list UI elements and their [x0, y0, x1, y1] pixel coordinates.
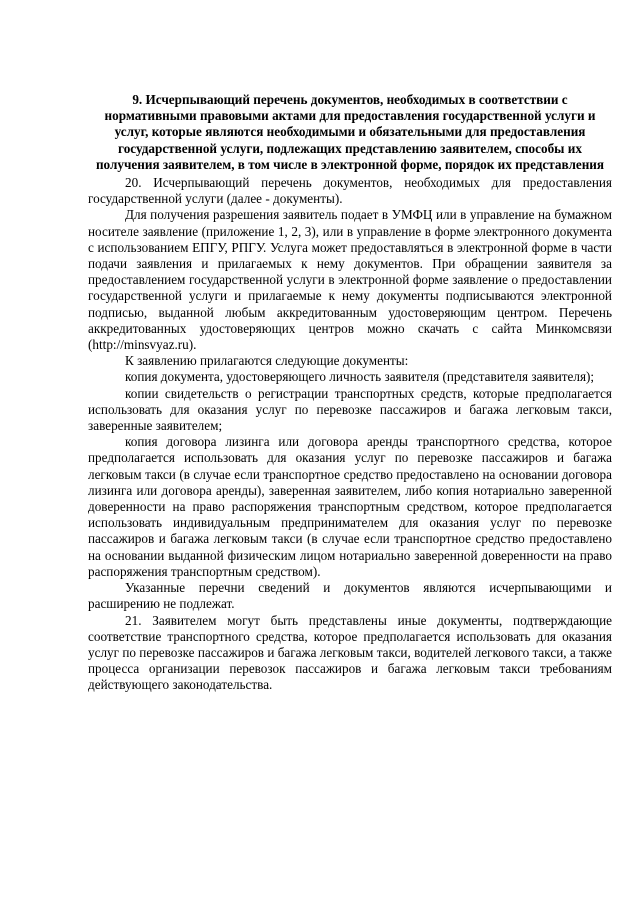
paragraph-exhaustive-note: Указанные перечни сведений и документов являются исчерпывающими и расширению не подлежат.: [88, 580, 612, 612]
paragraph-21-other-documents: 21. Заявителем могут быть представлены иные документы, подтверждающие соответствие транспортного средства, которое предполагается использовать для оказания услуг по перевозке пассажиров и багажа легковым такси, водителей легкового такси, а также процесса организации перевозок пассажиров и багажа легковым такси требованиям действующего законодательства.: [88, 612, 612, 693]
paragraph-20-intro: 20. Исчерпывающий перечень документов, необходимых для предоставления государственной услуги (далее - документы).: [88, 175, 612, 207]
paragraph-application-submission: Для получения разрешения заявитель подает в УМФЦ или в управление на бумажном носителе заявление (приложение 1, 2, 3), или в управление в форме электронного документа с использованием ЕПГУ, РПГУ. Услуга может предоставляться в электронной форме в части подачи заявления и прилагаемых к нему документов. При обращении заявителя за предоставлением государственной услуги в электронной форме заявление о предоставлении государственной услуги и прилагаемые к нему документы подписываются электронной подписью, выданной любым аккредитованным удостоверяющим центром. Перечень аккредитованных удостоверяющих центров можно скачать с сайта Минкомсвязи (http://minsvyaz.ru).: [88, 207, 612, 353]
list-item-lease-agreement: копия договора лизинга или договора аренды транспортного средства, которое предполагается использовать для оказания услуг по перевозке пассажиров и багажа легковым такси (в случае если транспортное средство предоставлено на основании договора лизинга или договора аренды), заверенная заявителем, либо копия нотариально заверенной доверенности на право распоряжения транспортным средством, которое предполагается использовать индивидуальным предпринимателем для оказания услуг по перевозке пассажиров и багажа легковым такси (в случае если транспортное средство предоставлено на основании выданной физическим лицом нотариально заверенной доверенности на право распоряжения транспортным средством).: [88, 434, 612, 579]
list-item-identity-document: копия документа, удостоверяющего личность заявителя (представителя заявителя);: [125, 369, 595, 385]
paragraph-attachments-intro: К заявлению прилагаются следующие документы:: [125, 353, 409, 369]
list-item-vehicle-registration: копии свидетельств о регистрации транспортных средств, которые предполагается использовать для оказания услуг по перевозке пассажиров и багажа легковым такси, заверенные заявителем;: [88, 385, 612, 434]
document-page: [88, 92, 612, 694]
section-title: 9. Исчерпывающий перечень документов, необходимых в соответствии с нормативными правовыми актами для предоставления государственной услуги и услуг, которые являются необходимыми и обязательными для предоставления государственной услуги, подлежащих представлению заявителем, способы их получения заявителем, в том числе в электронной форме, порядок их представления: [95, 92, 605, 172]
